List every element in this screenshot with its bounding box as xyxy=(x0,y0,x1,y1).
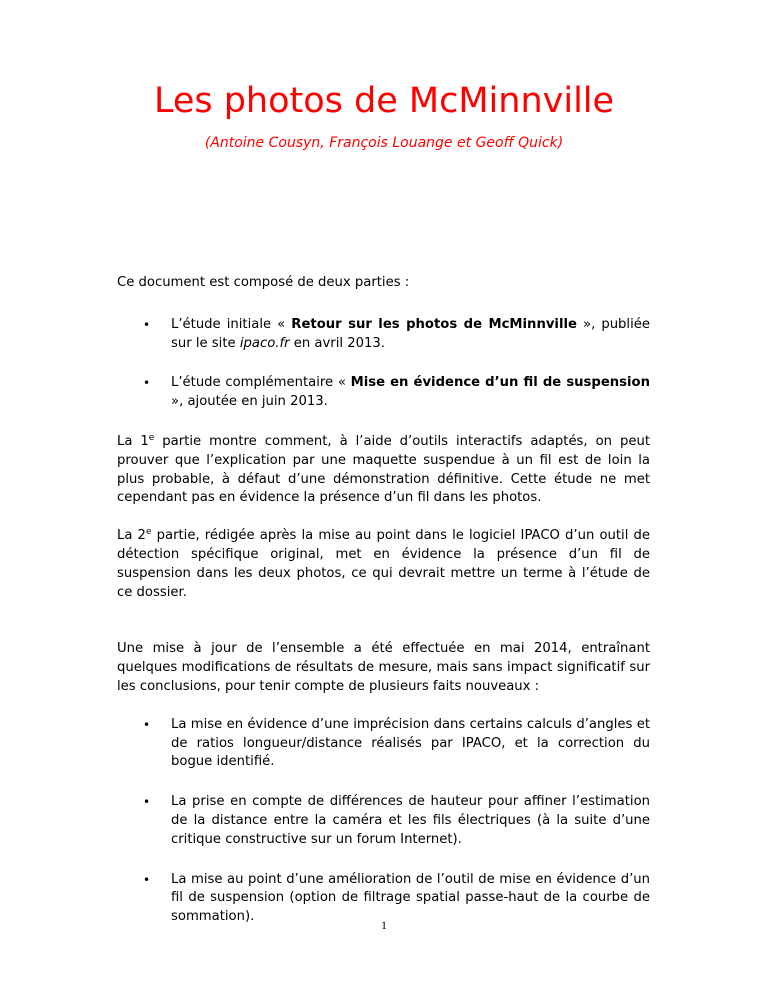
part-text-pre: L’étude complémentaire « xyxy=(171,375,351,391)
list-item xyxy=(117,793,650,849)
document-authors: (Antoine Cousyn, François Louange et Geoff Quick) xyxy=(204,135,564,151)
para-text: partie montre comment, à l’aide d’outils interactifs adaptés, on peut prouver que l’explication par une maquette suspendue à un fil est de loin la plus probable, à défaut d’une démonstration définitive. Cette étude ne met cependant pas en évidence la présence d’un fil dans les photos. xyxy=(117,433,650,506)
part-text-pre: L’étude initiale « xyxy=(171,316,292,332)
bullet-icon: • xyxy=(143,795,151,810)
paragraph-part-2 xyxy=(117,527,650,602)
updates-list xyxy=(117,716,650,927)
bullet-icon: • xyxy=(143,317,151,332)
update-text: La prise en compte de différences de hauteur pour affiner l’estimation de la distance entre la caméra et les fils électriques (à la suite d’une critique constructive sur un forum Internet). xyxy=(171,794,650,847)
superscript: e xyxy=(148,432,155,443)
bullet-icon: • xyxy=(143,717,151,732)
paragraph-update: Une mise à jour de l’ensemble a été effectuée en mai 2014, entraînant quelques modifications de résultats de mesure, mais sans impact significatif sur les conclusions, pour tenir compte de plusieurs faits nouveaux : xyxy=(117,641,650,694)
list-item xyxy=(117,716,650,772)
superscript: e xyxy=(145,527,152,538)
page-number: 1 xyxy=(381,918,387,932)
para-text: La 1 xyxy=(117,433,149,449)
list-item xyxy=(117,374,650,412)
paragraph-part-1 xyxy=(117,433,650,508)
update-text: La mise en évidence d’une imprécision dans certains calculs d’angles et de ratios longueur/distance réalisés par IPACO, et la correction du bogue identifié. xyxy=(171,716,650,770)
site-name: ipaco.fr xyxy=(239,335,290,351)
update-text: La mise au point d’une amélioration de l’outil de mise en évidence d’un fil de suspension (option de filtrage spatial passe-haut de la courbe de sommation). xyxy=(171,871,650,925)
para-text: partie, rédigée après la mise au point dans le logiciel IPACO d’un outil de détection spécifique original, met en évidence la présence d’un fil de suspension dans les deux photos, ce qui devrait mettre un terme à l’étude de ce dossier. xyxy=(117,528,650,600)
document-title: Les photos de McMinnville xyxy=(153,81,615,121)
part-title: Mise en évidence d’un fil de suspension xyxy=(350,375,650,391)
part-text-mid: », ajoutée en juin 2013. xyxy=(171,394,328,410)
para-text: La 2 xyxy=(117,528,146,544)
part-text-mid: », publiée sur le site xyxy=(171,316,650,351)
document-body xyxy=(117,274,650,948)
parts-list xyxy=(117,316,650,412)
bullet-icon: • xyxy=(143,872,151,887)
list-item xyxy=(117,316,650,354)
intro-paragraph: Ce document est composé de deux parties : xyxy=(117,275,410,290)
part-title: Retour sur les photos de McMinnville xyxy=(291,316,577,332)
bullet-icon: • xyxy=(143,376,151,391)
part-text-post: en avril 2013. xyxy=(289,335,385,351)
spacer xyxy=(117,621,650,640)
